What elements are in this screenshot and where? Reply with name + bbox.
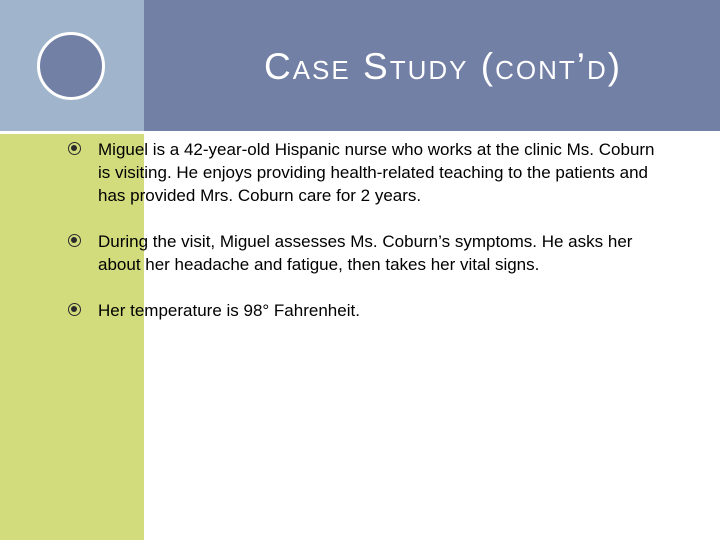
bullet-list (68, 138, 658, 345)
target-bullet-icon (68, 303, 81, 316)
bullet-item (68, 138, 658, 207)
bullet-item (68, 230, 658, 276)
bullet-text: Her temperature is 98° Fahrenheit. (98, 301, 360, 320)
slide-title: Case Study (cont’d) (264, 46, 623, 87)
bullet-text: Miguel is a 42-year-old Hispanic nurse who works at the clinic Ms. Coburn is visiting. He enjoys providing health-related teaching to the patients and has provided Mrs. Coburn care for 2 years. (98, 140, 655, 205)
bullet-item (68, 299, 658, 322)
target-bullet-icon (68, 142, 81, 155)
bullet-text: During the visit, Miguel assesses Ms. Coburn’s symptoms. He asks her about her headache and fatigue, then takes her vital signs. (98, 232, 633, 274)
target-bullet-icon (68, 234, 81, 247)
header-divider (0, 131, 720, 134)
decorative-circle (37, 32, 105, 100)
